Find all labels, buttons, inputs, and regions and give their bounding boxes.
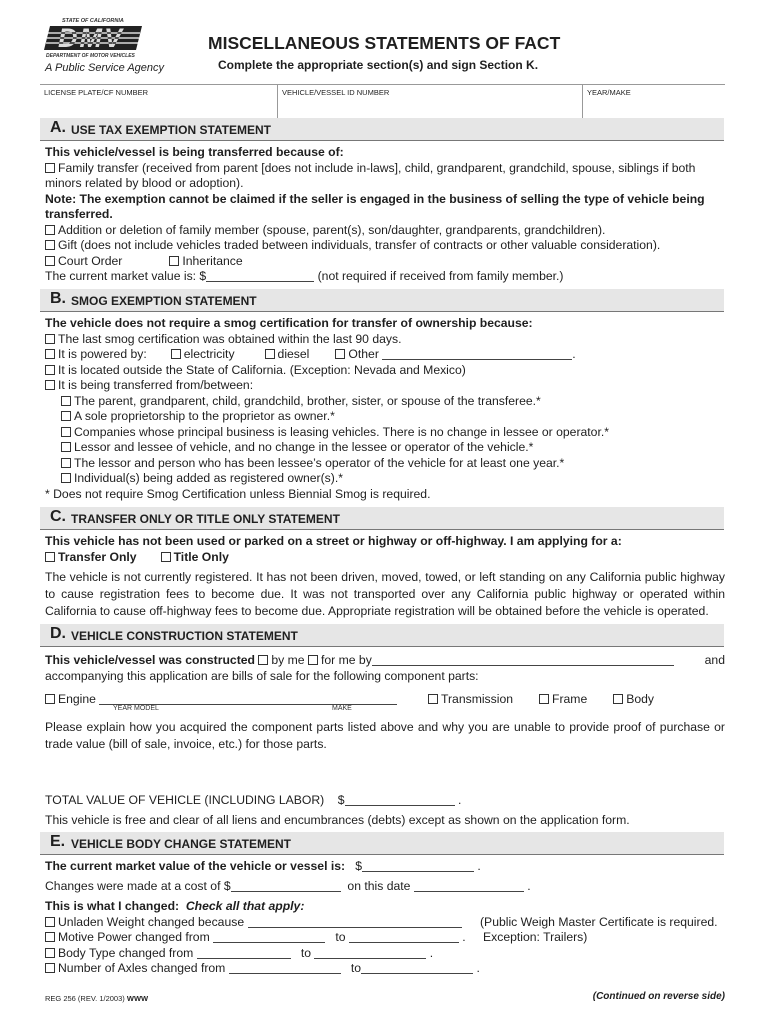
- transmission-label: Transmission: [441, 692, 514, 706]
- section-a-title: USE TAX EXEMPTION STATEMENT: [71, 123, 272, 137]
- outside-california-label: It is located outside the State of California. (Exception: Nevada and Mexico): [58, 363, 466, 377]
- engine-label: Engine: [58, 692, 96, 706]
- note-text-cont: transferred.: [45, 207, 113, 221]
- engine-checkbox[interactable]: [45, 694, 55, 704]
- dept-label: DEPARTMENT OF MOTOR VEHICLES: [46, 53, 135, 59]
- license-plate-field[interactable]: [40, 84, 277, 118]
- axles-to-input[interactable]: [361, 961, 473, 974]
- other-label: Other: [348, 347, 379, 361]
- year-make-field[interactable]: [582, 84, 725, 118]
- section-e-letter: E.: [50, 833, 66, 850]
- license-plate-label: LICENSE PLATE/CF NUMBER: [44, 88, 149, 97]
- body-label: Body: [626, 692, 655, 706]
- engine-year-model-input[interactable]: [99, 692, 219, 705]
- engine-make-input[interactable]: [219, 692, 397, 705]
- last-90-days-label: The last smog certification was obtained within the last 90 days.: [58, 332, 402, 346]
- transferred-between-label: It is being transferred from/between:: [58, 378, 254, 392]
- unladen-weight-checkbox[interactable]: [45, 917, 55, 927]
- body-type-checkbox[interactable]: [45, 948, 55, 958]
- axles-label: Number of Axles changed from: [58, 961, 226, 975]
- explain-answer-area[interactable]: [45, 754, 725, 790]
- section-c-intro: This vehicle has not been used or parked on a street or highway or off-highway. I am applying for a:: [45, 534, 622, 548]
- motive-from-input[interactable]: [213, 930, 325, 943]
- by-me-label: by me: [271, 653, 305, 667]
- last-90-days-checkbox[interactable]: [45, 334, 55, 344]
- electricity-label: electricity: [183, 347, 235, 361]
- axles-to-label: to: [350, 961, 362, 975]
- family-transfer-label-cont: minors related by blood or adoption).: [45, 176, 244, 190]
- family-transfer-checkbox[interactable]: [45, 163, 55, 173]
- total-value-input[interactable]: [345, 793, 455, 806]
- lessee-operator-checkbox[interactable]: [61, 458, 71, 468]
- lessor-lessee-checkbox[interactable]: [61, 442, 71, 452]
- gift-label: Gift (does not include vehicles traded between individuals, transfer of contracts or other valuable consideration).: [58, 238, 661, 252]
- title-only-label: Title Only: [173, 550, 229, 564]
- other-input[interactable]: [382, 347, 572, 360]
- dmv-logo: [44, 18, 144, 62]
- section-b-header: [40, 289, 724, 312]
- continued-note: (Continued on reverse side): [592, 991, 725, 1002]
- court-order-checkbox[interactable]: [45, 256, 55, 266]
- accompanying-label: accompanying this application are bills of sale for the following component parts:: [45, 669, 479, 683]
- for-me-by-checkbox[interactable]: [308, 655, 318, 665]
- section-d-letter: D.: [50, 625, 66, 642]
- section-d-header: [40, 624, 724, 647]
- axles-checkbox[interactable]: [45, 963, 55, 973]
- make-caption: MAKE: [332, 705, 352, 712]
- smog-footnote: * Does not require Smog Certification unless Biennial Smog is required.: [45, 487, 431, 501]
- section-e-header: [40, 832, 724, 855]
- body-type-from-input[interactable]: [197, 946, 291, 959]
- vehicle-id-field[interactable]: [277, 84, 583, 118]
- transmission-checkbox[interactable]: [428, 694, 438, 704]
- year-model-caption: YEAR MODEL: [113, 705, 159, 712]
- frame-checkbox[interactable]: [539, 694, 549, 704]
- changes-cost-label: Changes were made at a cost of $: [45, 879, 231, 893]
- inheritance-label: Inheritance: [182, 254, 243, 268]
- body-market-period: .: [477, 859, 481, 873]
- free-and-clear-label: This vehicle is free and clear of all liens and encumbrances (debts) except as shown on the application form.: [45, 813, 630, 827]
- added-owners-label: Individual(s) being added as registered owner(s).*: [74, 471, 343, 485]
- powered-by-label: It is powered by:: [58, 347, 147, 361]
- frame-label: Frame: [552, 692, 588, 706]
- family-member-label: The parent, grandparent, child, grandchild, brother, sister, or spouse of the transferee.*: [74, 394, 541, 408]
- year-make-label: YEAR/MAKE: [587, 88, 631, 97]
- for-me-by-label: for me by: [320, 653, 372, 667]
- logo-text: DMV: [58, 23, 124, 53]
- title-only-checkbox[interactable]: [161, 552, 171, 562]
- body-checkbox[interactable]: [613, 694, 623, 704]
- addition-deletion-label: Addition or deletion of family member (spouse, parent(s), son/daughter, grandparents, grandchildren).: [58, 223, 606, 237]
- body-type-to-input[interactable]: [314, 946, 426, 959]
- section-c-paragraph: The vehicle is not currently registered. It has not been driven, moved, towed, or left standing on any California public highway to cause registration fees to become due. It was not transported over any California public highway or operated within California to cause off-highway fees to become due. Appropriate registration will be obtained before the vehicle is operated.: [45, 570, 725, 618]
- other-checkbox[interactable]: [335, 349, 345, 359]
- unladen-weight-input[interactable]: [248, 915, 462, 928]
- constructed-label: This vehicle/vessel was constructed: [45, 653, 255, 667]
- exception-trailers-note: Exception: Trailers): [483, 930, 588, 944]
- transferred-between-checkbox[interactable]: [45, 380, 55, 390]
- body-market-dollar: $: [355, 859, 363, 873]
- powered-by-checkbox[interactable]: [45, 349, 55, 359]
- court-order-label: Court Order: [58, 254, 123, 268]
- on-this-date-label: on this date: [347, 879, 411, 893]
- section-a-letter: A.: [50, 119, 66, 136]
- section-a-intro: This vehicle/vessel is being transferred because of:: [45, 145, 344, 159]
- for-me-by-input[interactable]: [372, 653, 674, 666]
- explain-paragraph: Please explain how you acquired the component parts listed above and why you are unable to provide proof of purchase or trade value (bill of sale, invoice, etc.) for those parts.: [45, 720, 725, 751]
- body-market-value-label: The current market value of the vehicle or vessel is:: [45, 859, 346, 873]
- axles-from-input[interactable]: [229, 961, 341, 974]
- vehicle-id-label: VEHICLE/VESSEL ID NUMBER: [282, 88, 390, 97]
- weigh-master-note: (Public Weigh Master Certificate is required.: [480, 915, 718, 929]
- leasing-companies-label: Companies whose principal business is leasing vehicles. There is no change in lessee or operator.*: [74, 425, 609, 439]
- gift-checkbox[interactable]: [45, 240, 55, 250]
- sole-proprietorship-checkbox[interactable]: [61, 411, 71, 421]
- transfer-only-label: Transfer Only: [58, 550, 137, 564]
- body-market-value-input[interactable]: [362, 859, 474, 872]
- inheritance-checkbox[interactable]: [169, 256, 179, 266]
- total-period: .: [457, 793, 462, 807]
- section-b-intro: The vehicle does not require a smog certification for transfer of ownership because:: [45, 316, 533, 330]
- form-www: WWW: [126, 994, 149, 1003]
- lessor-lessee-label: Lessor and lessee of vehicle, and no change in the lessee or operator of the vehicle.*: [74, 440, 534, 454]
- motive-to-input[interactable]: [349, 930, 459, 943]
- section-c-title: TRANSFER ONLY OR TITLE ONLY STATEMENT: [71, 512, 340, 526]
- section-a-header: [40, 118, 724, 141]
- section-d-title: VEHICLE CONSTRUCTION STATEMENT: [71, 629, 298, 643]
- change-date-input[interactable]: [414, 879, 524, 892]
- section-c-letter: C.: [50, 508, 66, 525]
- section-b-title: SMOG EXEMPTION STATEMENT: [71, 294, 257, 308]
- by-me-checkbox[interactable]: [258, 655, 268, 665]
- outside-california-checkbox[interactable]: [45, 365, 55, 375]
- section-b-letter: B.: [50, 290, 66, 307]
- motive-to-label: to: [335, 930, 346, 944]
- family-transfer-label: Family transfer (received from parent [does not include in-laws], child, grandparent, grandchild, spouse, siblings if both: [58, 161, 696, 175]
- state-label: STATE OF CALIFORNIA: [62, 18, 124, 24]
- electricity-checkbox[interactable]: [171, 349, 181, 359]
- section-e-title: VEHICLE BODY CHANGE STATEMENT: [71, 837, 292, 851]
- motive-power-checkbox[interactable]: [45, 932, 55, 942]
- check-all-label: Check all that apply:: [185, 899, 305, 913]
- form-title: MISCELLANEOUS STATEMENTS OF FACT: [208, 33, 561, 53]
- sole-proprietorship-label: A sole proprietorship to the proprietor as owner.*: [74, 409, 335, 423]
- lessee-operator-label: The lessor and person who has been lessee’s operator of the vehicle for at least one year.*: [74, 456, 565, 470]
- note-text: Note: The exemption cannot be claimed if the seller is engaged in the business of selling the type of vehicle being: [45, 192, 705, 206]
- transfer-only-checkbox[interactable]: [45, 552, 55, 562]
- total-dollar-sign: $: [337, 793, 345, 807]
- motive-power-label: Motive Power changed from: [58, 930, 210, 944]
- addition-deletion-checkbox[interactable]: [45, 225, 55, 235]
- leasing-companies-checkbox[interactable]: [61, 427, 71, 437]
- diesel-checkbox[interactable]: [265, 349, 275, 359]
- body-type-label: Body Type changed from: [58, 946, 194, 960]
- diesel-label: diesel: [277, 347, 310, 361]
- market-value-input[interactable]: [206, 269, 314, 282]
- changes-cost-input[interactable]: [231, 879, 341, 892]
- market-value-label: The current market value is: $: [45, 269, 207, 283]
- and-label: and: [704, 653, 725, 667]
- total-value-label: TOTAL VALUE OF VEHICLE (INCLUDING LABOR): [45, 793, 325, 807]
- section-c-header: [40, 507, 724, 530]
- added-owners-checkbox[interactable]: [61, 473, 71, 483]
- body-type-to-label: to: [300, 946, 312, 960]
- form-subtitle: Complete the appropriate section(s) and sign Section K.: [218, 58, 539, 72]
- what-changed-label: This is what I changed:: [45, 899, 180, 913]
- family-member-checkbox[interactable]: [61, 396, 71, 406]
- unladen-weight-label: Unladen Weight changed because: [58, 915, 245, 929]
- market-value-note: (not required if received from family member.): [317, 269, 564, 283]
- agency-tagline: A Public Service Agency: [45, 62, 165, 74]
- form-number: REG 256 (REV. 1/2003): [45, 994, 125, 1003]
